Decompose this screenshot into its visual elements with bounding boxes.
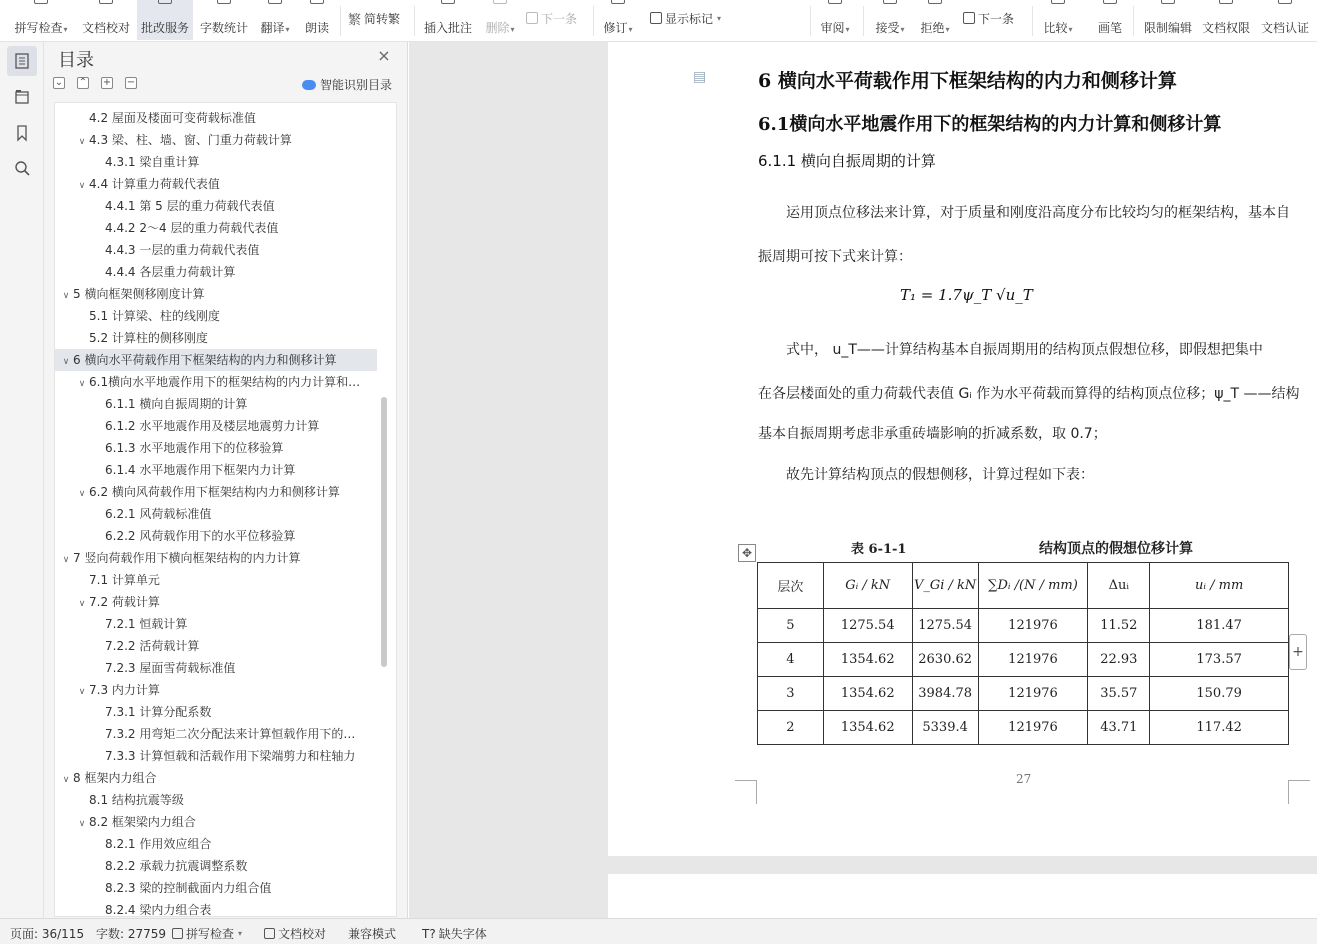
toc-item[interactable] bbox=[55, 239, 377, 261]
crop-mark bbox=[735, 780, 757, 804]
toc-item-label: 4.4 计算重力荷载代表值 bbox=[89, 177, 220, 191]
paragraph-line: 故先计算结构顶点的假想侧移，计算过程如下表： bbox=[786, 467, 1094, 483]
ribbon-separator bbox=[340, 6, 341, 36]
doc-proof-icon bbox=[264, 928, 275, 939]
toc-title: 目录 bbox=[58, 50, 94, 71]
review-service-icon bbox=[158, 0, 172, 4]
spell-check-icon bbox=[34, 0, 48, 4]
expand-up-icon[interactable]: ⌃ bbox=[78, 77, 88, 88]
table-cell: 2630.62 bbox=[912, 643, 978, 677]
toc-item-label: 8.2 框架梁内力组合 bbox=[89, 815, 196, 829]
table-row bbox=[758, 609, 1289, 643]
pen-icon bbox=[1103, 0, 1117, 4]
delete-icon bbox=[493, 0, 507, 4]
doc-permission-button[interactable]: 文档权限 bbox=[1198, 0, 1254, 40]
table-row bbox=[758, 711, 1289, 745]
chevron-down-icon[interactable]: ∨ bbox=[62, 775, 70, 785]
toc-item-label: 6.2.2 风荷载作用下的水平位移验算 bbox=[105, 529, 296, 543]
toc-item[interactable] bbox=[55, 547, 377, 569]
chevron-down-icon[interactable]: ∨ bbox=[62, 555, 70, 565]
table-cell: 1275.54 bbox=[823, 609, 912, 643]
chevron-down-icon[interactable]: ∨ bbox=[78, 687, 86, 697]
convert-button[interactable]: 繁 简转繁 bbox=[348, 8, 400, 28]
toc-item-label: 7.3.2 用弯矩二次分配法来计算恒载作用下的… bbox=[105, 727, 356, 741]
toc-item[interactable] bbox=[55, 525, 377, 547]
compare-button[interactable]: 比较▾ bbox=[1038, 0, 1078, 40]
toc-item[interactable] bbox=[55, 833, 377, 855]
toc-panel bbox=[44, 42, 408, 918]
toc-item[interactable] bbox=[55, 305, 377, 327]
table-number: 表 6-1-1 bbox=[851, 542, 907, 557]
toc-item[interactable] bbox=[55, 679, 377, 701]
table-header: uᵢ / mm bbox=[1150, 563, 1289, 609]
translate-button[interactable]: 翻译▾ bbox=[255, 0, 295, 40]
chevron-down-icon[interactable]: ∨ bbox=[78, 137, 86, 147]
toc-item[interactable] bbox=[55, 899, 377, 917]
table-cell: 43.71 bbox=[1088, 711, 1150, 745]
compat-mode: 兼容模式 bbox=[348, 927, 397, 941]
next-revision-button[interactable]: 下一条 bbox=[963, 8, 1014, 28]
search-icon[interactable] bbox=[7, 153, 37, 183]
toc-item-label: 4.3.1 梁自重计算 bbox=[105, 155, 200, 169]
toc-item[interactable] bbox=[55, 437, 377, 459]
smart-toc-icon bbox=[302, 80, 316, 90]
toc-item-label: 6.1.2 水平地震作用及楼层地震剪力计算 bbox=[105, 419, 320, 433]
toc-item-label: 8.2.1 作用效应组合 bbox=[105, 837, 212, 851]
table-cell: 5 bbox=[758, 609, 824, 643]
ribbon-separator bbox=[1032, 6, 1033, 36]
doc-proof-button[interactable]: 文档校对 bbox=[78, 0, 134, 40]
heading-3: 6.1.1 横向自振周期的计算 bbox=[758, 152, 936, 170]
crop-mark bbox=[1288, 780, 1310, 804]
read-aloud-button[interactable]: 朗读 bbox=[300, 0, 334, 40]
ribbon-toolbar bbox=[0, 0, 1317, 42]
table-cell: 22.93 bbox=[1088, 643, 1150, 677]
permission-icon bbox=[1219, 0, 1233, 4]
ribbon-separator bbox=[593, 6, 594, 36]
toc-item-label: 7 竖向荷载作用下横向框架结构的内力计算 bbox=[73, 551, 301, 565]
toc-scrollbar[interactable] bbox=[381, 397, 387, 667]
remove-heading-icon[interactable]: − bbox=[126, 77, 136, 88]
toc-item[interactable] bbox=[55, 503, 377, 525]
table-move-handle[interactable]: ✥ bbox=[738, 544, 756, 562]
toc-item[interactable] bbox=[55, 195, 377, 217]
toc-item[interactable] bbox=[55, 415, 377, 437]
toc-item[interactable] bbox=[55, 613, 377, 635]
paragraph-line: 运用顶点位移法来计算，对于质量和刚度沿高度分布比较均匀的框架结构，基本自 bbox=[786, 205, 1290, 221]
table-cell: 11.52 bbox=[1088, 609, 1150, 643]
toc-item-label: 4.2 屋面及楼面可变荷载标准值 bbox=[89, 111, 256, 125]
revise-icon bbox=[611, 0, 625, 4]
toc-item[interactable] bbox=[55, 393, 377, 415]
spell-check-status[interactable]: 拼写检查 ▾ bbox=[172, 925, 242, 942]
reject-button[interactable]: 拒绝▾ bbox=[915, 0, 955, 40]
toc-item-label: 8.2.3 梁的控制截面内力组合值 bbox=[105, 881, 272, 895]
table-cell: 121976 bbox=[978, 643, 1088, 677]
insert-comment-button[interactable]: 插入批注 bbox=[420, 0, 476, 40]
chevron-down-icon[interactable]: ∨ bbox=[78, 379, 86, 389]
table-cell: 1275.54 bbox=[912, 609, 978, 643]
chevron-down-icon[interactable]: ∨ bbox=[78, 489, 86, 499]
paragraph-line: 基本自振周期考虑非承重砖墙影响的折减系数，取 0.7； bbox=[758, 426, 1107, 442]
toc-item-label: 4.4.3 一层的重力荷载代表值 bbox=[105, 243, 260, 257]
chevron-down-icon[interactable]: ∨ bbox=[78, 819, 86, 829]
table-cell: 121976 bbox=[978, 711, 1088, 745]
toc-item-label: 7.1 计算单元 bbox=[89, 573, 160, 587]
accept-icon bbox=[883, 0, 897, 4]
chevron-down-icon[interactable]: ∨ bbox=[78, 181, 86, 191]
paragraph-line: 式中， u_T——计算结构基本自振周期用的结构顶点假想位移，即假想把集中 bbox=[786, 342, 1263, 358]
toc-item-label: 6.1.3 水平地震作用下的位移验算 bbox=[105, 441, 284, 455]
toc-item[interactable] bbox=[55, 811, 377, 833]
toc-item[interactable] bbox=[55, 173, 377, 195]
formula: T₁ = 1.7ψ_T √u_T bbox=[900, 286, 1033, 304]
table-header: 层次 bbox=[758, 563, 824, 609]
restrict-edit-button[interactable]: 限制编辑 bbox=[1140, 0, 1196, 40]
heading-1: 6 横向水平荷载作用下框架结构的内力和侧移计算 bbox=[758, 70, 1177, 92]
toc-item-label: 7.2.3 屋面雪荷载标准值 bbox=[105, 661, 236, 675]
toc-item-label: 7.2 荷载计算 bbox=[89, 595, 160, 609]
table-cell: 2 bbox=[758, 711, 824, 745]
review-icon bbox=[828, 0, 842, 4]
next-comment-icon bbox=[526, 12, 538, 24]
toc-item-label: 8.1 结构抗震等级 bbox=[89, 793, 184, 807]
table-cell: 1354.62 bbox=[823, 677, 912, 711]
checkbox-icon bbox=[172, 928, 183, 939]
show-marks-button[interactable]: 显示标记 ▾ bbox=[650, 8, 721, 28]
toc-item-label: 5.2 计算柱的侧移刚度 bbox=[89, 331, 208, 345]
toc-item-label: 6.2.1 风荷载标准值 bbox=[105, 507, 212, 521]
chevron-down-icon[interactable]: ∨ bbox=[62, 357, 70, 367]
doc-proof-icon bbox=[99, 0, 113, 4]
chevron-down-icon[interactable]: ∨ bbox=[78, 599, 86, 609]
table-cell: 121976 bbox=[978, 677, 1088, 711]
table-cell: 3 bbox=[758, 677, 824, 711]
doc-certify-button[interactable]: 文档认证 bbox=[1257, 0, 1313, 40]
table-cell: 181.47 bbox=[1150, 609, 1289, 643]
toc-item[interactable] bbox=[55, 657, 377, 679]
document-area bbox=[409, 42, 1317, 918]
toc-item-label: 4.4.2 2～4 层的重力荷载代表值 bbox=[105, 221, 279, 235]
table-cell: 4 bbox=[758, 643, 824, 677]
close-icon[interactable]: × bbox=[377, 46, 391, 65]
paragraph-menu-icon[interactable]: ▤ bbox=[693, 69, 707, 85]
table-header: ∑Dᵢ /(N / mm) bbox=[978, 563, 1088, 609]
font-icon: T? bbox=[422, 926, 436, 941]
table-cell: 5339.4 bbox=[912, 711, 978, 745]
pen-button[interactable]: 画笔 bbox=[1094, 0, 1126, 40]
toc-item[interactable] bbox=[55, 569, 377, 591]
toc-item-label: 7.3.3 计算恒载和活载作用下梁端剪力和柱轴力 bbox=[105, 749, 356, 763]
toc-item[interactable] bbox=[55, 591, 377, 613]
next-revision-icon bbox=[963, 12, 975, 24]
table-cell: 150.79 bbox=[1150, 677, 1289, 711]
toc-item[interactable] bbox=[55, 723, 377, 745]
page-indicator[interactable]: 页面: 36/115 bbox=[10, 927, 85, 941]
document-page bbox=[608, 42, 1317, 856]
toc-item-label: 8.2.4 梁内力组合表 bbox=[105, 903, 212, 917]
toc-item[interactable] bbox=[55, 371, 377, 393]
show-marks-icon bbox=[650, 12, 662, 24]
toc-item[interactable] bbox=[55, 129, 377, 151]
table-header: Gᵢ / kN bbox=[823, 563, 912, 609]
word-count-icon bbox=[217, 0, 231, 4]
chevron-down-icon[interactable]: ∨ bbox=[62, 291, 70, 301]
lock-icon bbox=[1161, 0, 1175, 4]
translate-icon bbox=[268, 0, 282, 4]
toc-panel-icon[interactable] bbox=[7, 46, 37, 76]
toc-item[interactable] bbox=[55, 877, 377, 899]
toc-item-label: 6.1.4 水平地震作用下框架内力计算 bbox=[105, 463, 296, 477]
ribbon-separator bbox=[810, 6, 811, 36]
toc-item[interactable] bbox=[55, 635, 377, 657]
paragraph-line: 振周期可按下式来计算： bbox=[758, 249, 912, 265]
toc-item-label: 4.3 梁、柱、墙、窗、门重力荷载计算 bbox=[89, 133, 292, 147]
delete-comment-button[interactable]: 删除▾ bbox=[480, 0, 520, 40]
accept-button[interactable]: 接受▾ bbox=[870, 0, 910, 40]
toc-item-label: 8.2.2 承载力抗震调整系数 bbox=[105, 859, 248, 873]
table-cell: 121976 bbox=[978, 609, 1088, 643]
page-number: 27 bbox=[1016, 772, 1032, 786]
ribbon-separator bbox=[414, 6, 415, 36]
bookmark-icon[interactable] bbox=[7, 118, 37, 148]
toc-item[interactable] bbox=[55, 107, 377, 129]
toc-item-label: 7.2.1 恒载计算 bbox=[105, 617, 188, 631]
ribbon-separator bbox=[863, 6, 864, 36]
table-cell: 117.42 bbox=[1150, 711, 1289, 745]
toc-item[interactable] bbox=[55, 349, 377, 371]
toc-item[interactable] bbox=[55, 327, 377, 349]
toc-item-label: 5 横向框架侧移刚度计算 bbox=[73, 287, 205, 301]
paragraph-line: 在各层楼面处的重力荷载代表值 Gᵢ 作为水平荷载而算得的结构顶点位移；ψ_T ——结构 bbox=[758, 386, 1300, 402]
reject-icon bbox=[928, 0, 942, 4]
table-cell: 3984.78 bbox=[912, 677, 978, 711]
table-cell: 1354.62 bbox=[823, 711, 912, 745]
toc-item[interactable] bbox=[55, 217, 377, 239]
certify-icon bbox=[1278, 0, 1292, 4]
heading-2: 6.1横向水平地震作用下的框架结构的内力计算和侧移计算 bbox=[758, 114, 1222, 135]
add-heading-icon[interactable]: + bbox=[102, 77, 112, 88]
status-bar bbox=[0, 918, 1317, 944]
table-title: 结构顶点的假想位移计算 bbox=[1039, 541, 1193, 557]
toc-item-label: 4.4.4 各层重力荷载计算 bbox=[105, 265, 236, 279]
toc-item-label: 6.1横向水平地震作用下的框架结构的内力计算和… bbox=[89, 375, 361, 389]
review-service-button[interactable]: 批改服务 bbox=[137, 0, 193, 40]
toc-item-label: 8 框架内力组合 bbox=[73, 771, 157, 785]
toc-item[interactable] bbox=[55, 701, 377, 723]
table-header-row bbox=[758, 563, 1289, 609]
comment-icon bbox=[441, 0, 455, 4]
table-cell: 1354.62 bbox=[823, 643, 912, 677]
toc-item-label: 7.3 内力计算 bbox=[89, 683, 160, 697]
review-button[interactable]: 审阅▾ bbox=[815, 0, 855, 40]
toc-item[interactable] bbox=[55, 261, 377, 283]
word-count-status[interactable]: 字数: 27759 bbox=[96, 927, 167, 941]
table-row bbox=[758, 643, 1289, 677]
ribbon-separator bbox=[1133, 6, 1134, 36]
compare-icon bbox=[1051, 0, 1065, 4]
add-column-button[interactable]: + bbox=[1289, 634, 1307, 670]
read-aloud-icon bbox=[310, 0, 324, 4]
toc-item[interactable] bbox=[55, 151, 377, 173]
toc-item[interactable] bbox=[55, 481, 377, 503]
toc-item-label: 5.1 计算梁、柱的线刚度 bbox=[89, 309, 220, 323]
toc-item-label: 6.1.1 横向自振周期的计算 bbox=[105, 397, 248, 411]
table-row bbox=[758, 677, 1289, 711]
toc-item[interactable] bbox=[55, 283, 377, 305]
missing-font-status[interactable]: T? 缺失字体 bbox=[422, 926, 487, 941]
toc-item[interactable] bbox=[55, 745, 377, 767]
word-count-button[interactable]: 字数统计 bbox=[196, 0, 252, 40]
table-cell: 35.57 bbox=[1088, 677, 1150, 711]
toc-item-label: 6.2 横向风荷载作用下框架结构内力和侧移计算 bbox=[89, 485, 340, 499]
next-comment-button[interactable]: 下一条 bbox=[526, 8, 577, 28]
displacement-table bbox=[757, 562, 1289, 745]
table-cell: 173.57 bbox=[1150, 643, 1289, 677]
convert-icon: 繁 bbox=[348, 12, 362, 28]
chapter-nav-icon[interactable] bbox=[7, 82, 37, 112]
doc-proof-status[interactable]: 文档校对 bbox=[264, 925, 326, 942]
smart-toc-button[interactable]: 智能识别目录 bbox=[302, 76, 392, 93]
revise-button[interactable]: 修订▾ bbox=[598, 0, 638, 40]
navigation-icon-bar bbox=[0, 42, 44, 918]
toc-list bbox=[54, 102, 397, 917]
toc-item-label: 4.4.1 第 5 层的重力荷载代表值 bbox=[105, 199, 275, 213]
table-header: Δuᵢ bbox=[1088, 563, 1150, 609]
table-header: V_Gi / kN bbox=[912, 563, 978, 609]
toc-item-label: 6 横向水平荷载作用下框架结构的内力和侧移计算 bbox=[73, 353, 337, 367]
spell-check-button[interactable]: 拼写检查▾ bbox=[10, 0, 72, 40]
toc-item[interactable] bbox=[55, 789, 377, 811]
toc-item[interactable] bbox=[55, 855, 377, 877]
toc-item-label: 7.3.1 计算分配系数 bbox=[105, 705, 212, 719]
toc-item-label: 7.2.2 活荷载计算 bbox=[105, 639, 200, 653]
toc-item[interactable] bbox=[55, 767, 377, 789]
toc-item[interactable] bbox=[55, 459, 377, 481]
next-page bbox=[608, 874, 1317, 918]
collapse-all-icon[interactable]: ⌄ bbox=[54, 77, 64, 88]
